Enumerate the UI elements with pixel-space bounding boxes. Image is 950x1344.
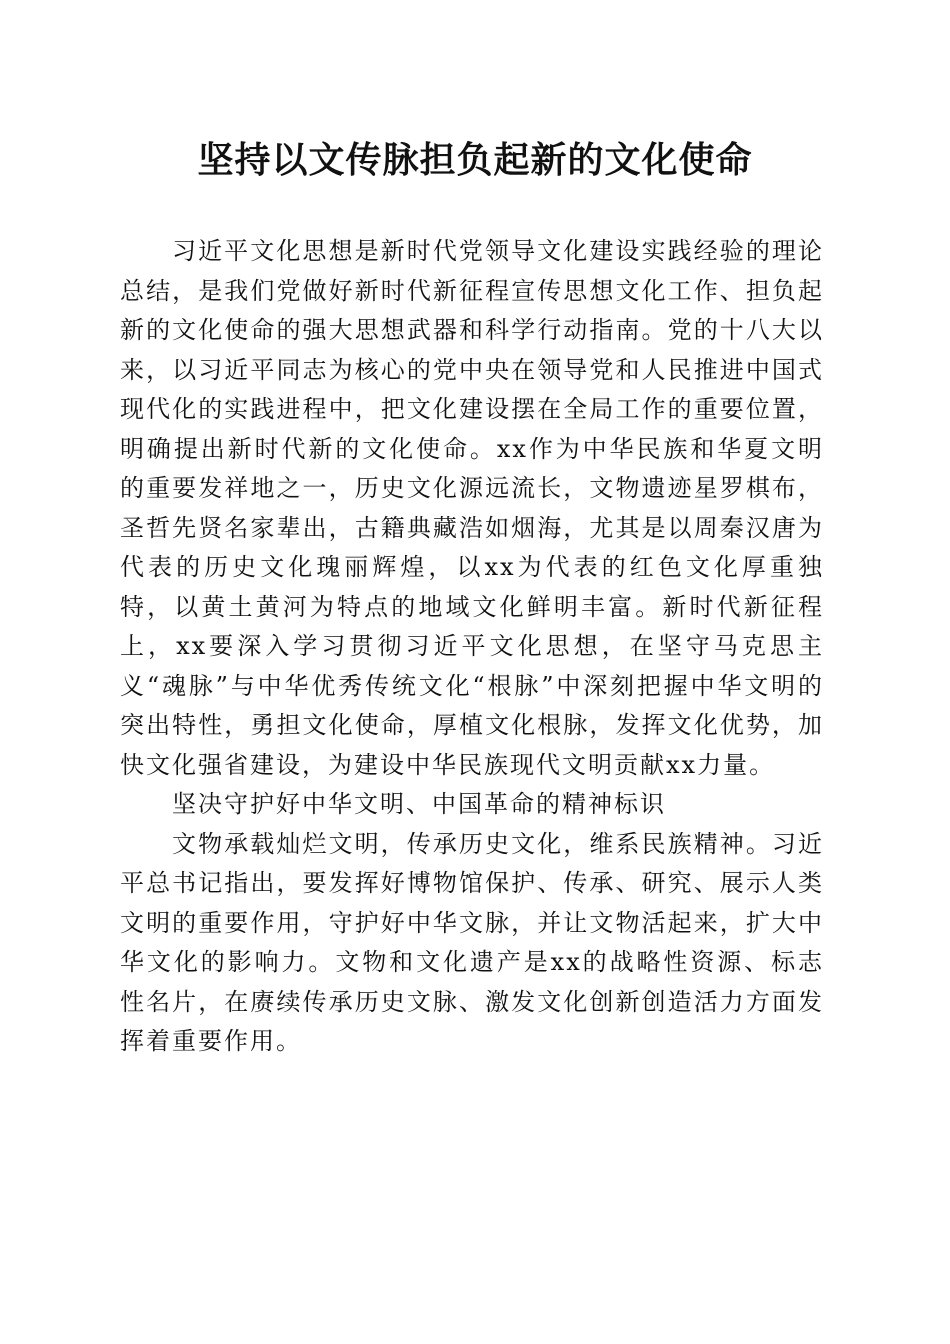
document-title: 坚持以文传脉担负起新的文化使命	[197, 139, 753, 181]
section-heading: 坚决守护好中华文明、中国革命的精神标识	[172, 790, 666, 818]
intro-paragraph: 习近平文化思想是新时代党领导文化建设实践经验的理论总结，是我们党做好新时代新征程宣传思想文化工作、担负起新的文化使命的强大思想武器和科学行动指南。党的十八大以来，以习近平同志为核心的党中央在领导党和人民推进中国式现代化的实践进程中，把文化建设摆在全局工作的重要位置，明确提出新时代新的文化使命。xx作为中华民族和华夏文明的重要发祥地之一，历史文化源远流长，文物遗迹星罗棋布，圣哲先贤名家辈出，古籍典藏浩如烟海，尤其是以周秦汉唐为代表的历史文化瑰丽辉煌，以xx为代表的红色文化厚重独特，以黄土黄河为特点的地域文化鲜明丰富。新时代新征程上，xx要深入学习贯彻习近平文化思想，在坚守马克思主义“魂脉”与中华优秀传统文化“根脉”中深刻把握中华文明的突出特性，勇担文化使命，厚植文化根脉，发挥文化优势，加快文化强省建设，为建设中华民族现代文明贡献xx力量。	[120, 237, 824, 779]
section-paragraph: 文物承载灿烂文明，传承历史文化，维系民族精神。习近平总书记指出，要发挥好博物馆保护、传承、研究、展示人类文明的重要作用，守护好中华文脉，并让文物活起来，扩大中华文化的影响力。文物和文化遗产是xx的战略性资源、标志性名片，在赓续传承历史文脉、激发文化创新创造活力方面发挥着重要作用。	[120, 829, 824, 1055]
document-body	[120, 232, 824, 1062]
